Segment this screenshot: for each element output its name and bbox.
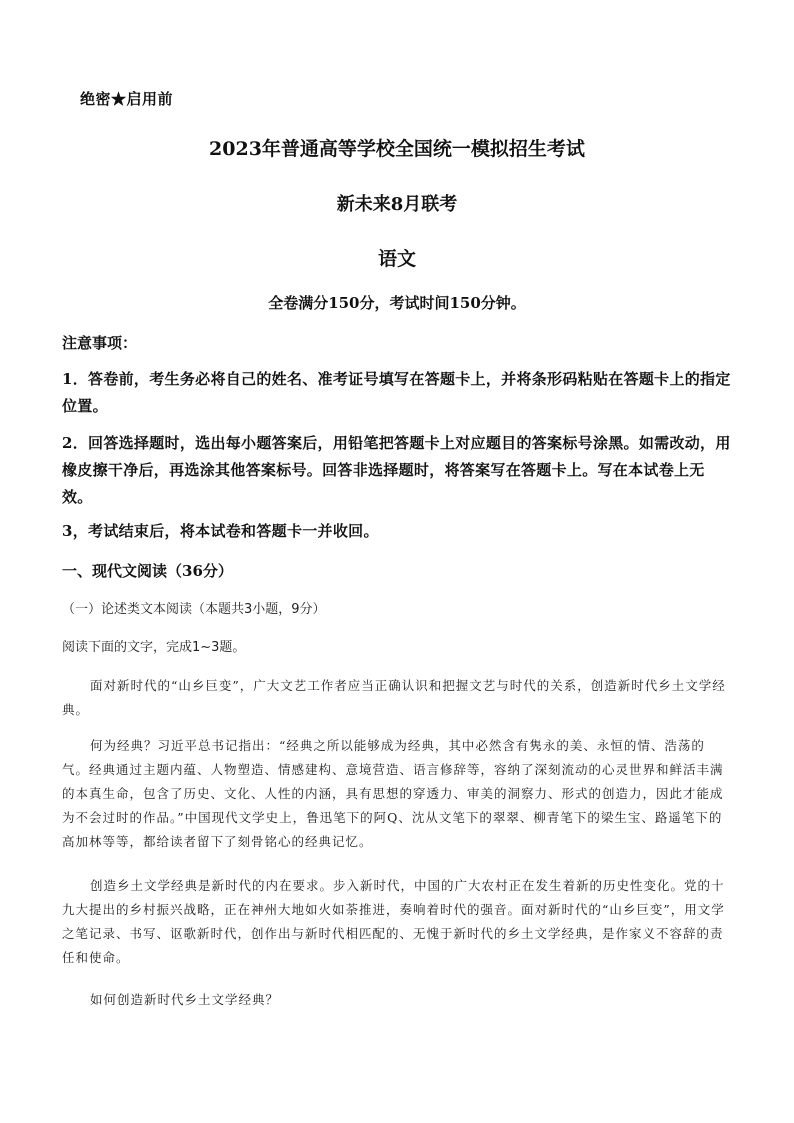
section-heading: 一、现代文阅读（36分） bbox=[62, 562, 233, 580]
notice-item: 2．回答选择题时，选出每小题答案后，用铅笔把答题卡上对应题目的答案标号涂黑。如需改动，用橡皮擦干净后，再选涂其他答案标号。回答非选择题时，将答案写在答题卡上。写在本试卷上无效。 bbox=[62, 434, 731, 506]
notice-item: 3，考试结束后，将本试卷和答题卡一并收回。 bbox=[62, 522, 379, 540]
exam-subtitle: 新未来8月联考 bbox=[336, 194, 458, 215]
subject-title: 语文 bbox=[377, 248, 416, 270]
notice-heading: 注意事项： bbox=[62, 334, 138, 352]
passage-paragraph: 如何创造新时代乡土文学经典？ bbox=[90, 992, 280, 1007]
score-info: 全卷满分150分，考试时间150分钟。 bbox=[268, 294, 526, 312]
passage-paragraph: 何为经典？习近平总书记指出：“经典之所以能够成为经典，其中必然含有隽永的美、永恒的情、浩荡的气。经典通过主题内蕴、人物塑造、情感建构、意境营造、语言修辞等，容纳了深刻流动的心灵世界和鲜活丰满的本真生命，包含了历史、文化、人性的内涵，具有思想的穿透力、审美的洞察力、形式的创造力，因此才能成为不会过时的作品。”中国现代文学史上，鲁迅笔下的阿Q、沈从文笔下的翠翠、柳青笔下的梁生宝、路遥笔下的高加林等等，都给读者留下了刻骨铭心的经典记忆。 bbox=[62, 738, 724, 849]
passage-paragraph: 面对新时代的“山乡巨变”，广大文艺工作者应当正确认识和把握文艺与时代的关系，创造新时代乡土文学经典。 bbox=[62, 678, 726, 717]
passage-paragraph: 创造乡土文学经典是新时代的内在要求。步入新时代，中国的广大农村正在发生着新的历史性变化。党的十九大提出的乡村振兴战略，正在神州大地如火如荼推进，奏响着时代的强音。面对新时代的“山乡巨变”，用文学之笔记录、书写、讴歌新时代，创作出与新时代相匹配的、无愧于新时代的乡土文学经典，是作家义不容辞的责任和使命。 bbox=[62, 878, 725, 965]
confidential-label: 绝密★启用前 bbox=[80, 90, 174, 108]
reading-instruction: 阅读下面的文字，完成1~3题。 bbox=[62, 640, 246, 655]
subsection-heading: （一）论述类文本阅读（本题共3小题，9分） bbox=[62, 602, 326, 617]
exam-title: 2023年普通高等学校全国统一模拟招生考试 bbox=[209, 138, 585, 160]
notice-item: 1．答卷前，考生务必将自己的姓名、准考证号填写在答题卡上，并将条形码粘贴在答题卡上的指定位置。 bbox=[62, 370, 731, 415]
